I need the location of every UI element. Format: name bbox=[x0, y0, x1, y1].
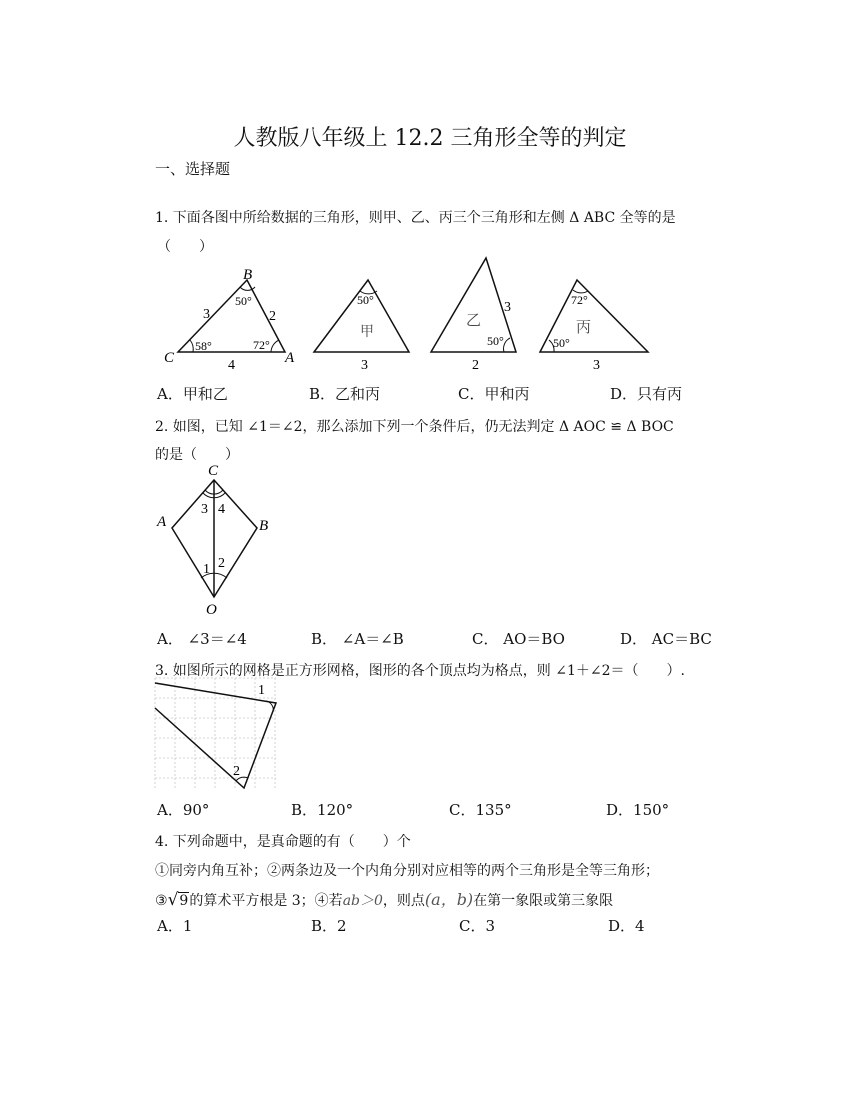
vertex-c-label: C bbox=[208, 463, 219, 479]
vertex-b-label: B bbox=[259, 518, 269, 534]
q3-option-a[interactable]: A．90° bbox=[157, 801, 210, 819]
q1-option-c[interactable]: C．甲和丙 bbox=[458, 385, 530, 403]
q4-line2-part-c: ab＞0 bbox=[342, 893, 383, 909]
q1-stem: 1. 下面各图中所给数据的三角形，则甲、乙、丙三个三角形和左侧 Δ ABC 全等的是 bbox=[155, 210, 676, 226]
sqrt-radicand: 9 bbox=[179, 893, 189, 909]
vertex-c-label: C bbox=[164, 350, 175, 366]
side-cb-label: 3 bbox=[203, 307, 210, 322]
angle-4-label: 4 bbox=[218, 502, 225, 517]
q4-statements-line1: ①同旁内角互补；②两条边及一个内角分别对应相等的两个三角形是全等三角形； bbox=[155, 863, 659, 879]
angle-b-label: 50° bbox=[235, 294, 252, 308]
section-heading: 一、选择题 bbox=[155, 160, 231, 178]
q4-line2-part-b: 的算术平方根是 3；④若 bbox=[189, 893, 343, 909]
side-ca-label: 4 bbox=[228, 358, 235, 373]
q1-option-d[interactable]: D．只有丙 bbox=[610, 385, 683, 403]
vertex-o-label: O bbox=[206, 602, 217, 618]
q2-option-b[interactable]: B． ∠A＝∠B bbox=[311, 630, 404, 648]
angle-2-label: 2 bbox=[233, 764, 240, 779]
yi-name-label: 乙 bbox=[466, 313, 482, 329]
q3-option-d[interactable]: D．150° bbox=[606, 801, 670, 819]
bing-side-label: 3 bbox=[593, 358, 600, 373]
angle-1-label: 1 bbox=[258, 683, 265, 698]
angle-3-label: 3 bbox=[201, 502, 208, 517]
jia-angle-label: 50° bbox=[357, 293, 374, 307]
angle-1-label: 1 bbox=[203, 562, 210, 577]
q2-stem: 2. 如图，已知 ∠1＝∠2，那么添加下列一个条件后，仍无法判定 Δ AOC ≌ Δ BOC bbox=[155, 419, 674, 435]
q4-statements-line2 bbox=[155, 887, 613, 910]
q4-line2-part-d: ，则点 bbox=[382, 893, 425, 909]
q3-option-c[interactable]: C．135° bbox=[449, 801, 512, 819]
q4-line2-part-e: (a，b) bbox=[424, 890, 474, 909]
yi-side-right-label: 3 bbox=[504, 300, 511, 315]
sqrt-sign: √ bbox=[167, 890, 179, 910]
q3-option-b[interactable]: B．120° bbox=[291, 801, 354, 819]
side-ba-label: 2 bbox=[269, 309, 276, 324]
page-title: 人教版八年级上 12.2 三角形全等的判定 bbox=[233, 126, 627, 151]
angle-2-label: 2 bbox=[218, 556, 225, 571]
vertex-b-label: B bbox=[243, 267, 253, 283]
yi-side-base-label: 2 bbox=[472, 358, 479, 373]
q2-option-c[interactable]: C． AO＝BO bbox=[472, 630, 565, 648]
vertex-a-label: A bbox=[285, 350, 295, 366]
bing-angle-left-label: 50° bbox=[553, 336, 570, 350]
q4-option-a[interactable]: A．1 bbox=[157, 917, 193, 935]
angle-c-label: 58° bbox=[195, 339, 212, 353]
jia-side-label: 3 bbox=[361, 358, 368, 373]
bing-angle-top-label: 72° bbox=[571, 293, 588, 307]
angle-a-label: 72° bbox=[253, 338, 270, 352]
q4-line2-part-f: 在第一象限或第三象限 bbox=[473, 893, 614, 909]
vertex-a-label: A bbox=[157, 514, 167, 530]
q4-line2-part-a: ③ bbox=[155, 893, 168, 909]
grid-figure bbox=[155, 683, 276, 788]
yi-angle-label: 50° bbox=[487, 334, 504, 348]
q1-paren: （ ） bbox=[157, 239, 213, 255]
q3-stem: 3. 如图所示的网格是正方形网格，图形的各个顶点均为格点，则 ∠1＋∠2＝（ ）. bbox=[155, 663, 685, 679]
q1-option-a[interactable]: A．甲和乙 bbox=[157, 385, 228, 403]
bing-name-label: 丙 bbox=[576, 320, 592, 336]
q2-option-d[interactable]: D． AC＝BC bbox=[620, 630, 712, 648]
q2-option-a[interactable]: A． ∠3＝∠4 bbox=[157, 630, 247, 648]
q2-stem-cont: 的是（ ） bbox=[155, 447, 239, 463]
q1-option-b[interactable]: B．乙和丙 bbox=[309, 385, 381, 403]
jia-name-label: 甲 bbox=[360, 325, 374, 340]
q4-stem: 4. 下列命题中，是真命题的有（ ）个 bbox=[155, 834, 411, 850]
q4-option-d[interactable]: D．4 bbox=[608, 917, 645, 935]
q4-option-b[interactable]: B．2 bbox=[311, 917, 347, 935]
q4-option-c[interactable]: C．3 bbox=[459, 917, 496, 935]
